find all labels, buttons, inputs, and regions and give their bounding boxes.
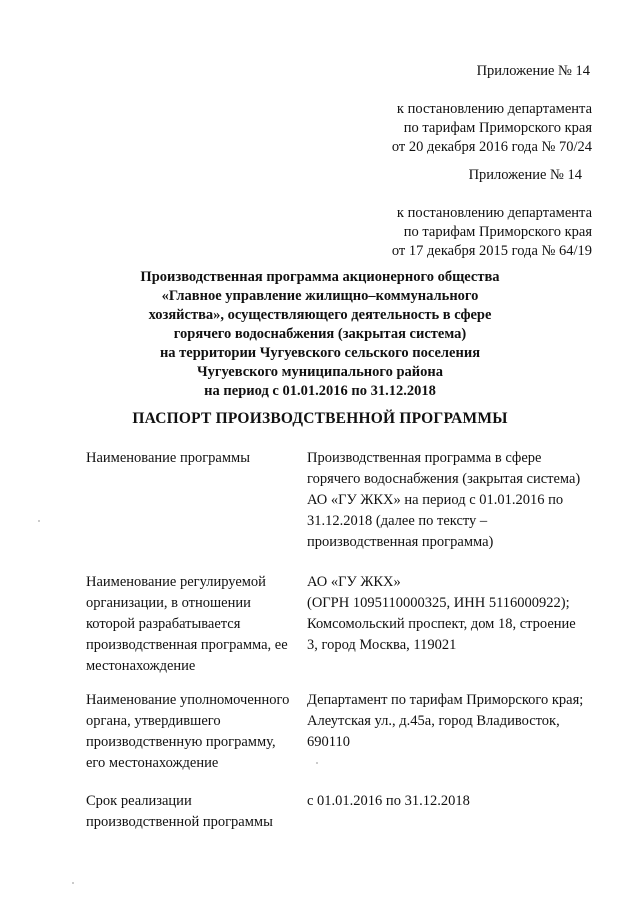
row-label bbox=[86, 448, 291, 469]
appendix-line: от 17 декабря 2015 года № 64/19 bbox=[391, 243, 592, 259]
value-line: Комсомольский проспект, дом 18, строение bbox=[307, 616, 576, 632]
label-line: производственная программа, ее bbox=[86, 637, 288, 653]
title-line: на период с 01.01.2016 по 31.12.2018 bbox=[204, 383, 436, 399]
label-line: производственную программу, bbox=[86, 734, 276, 750]
title-line: Производственная программа акционерного общества bbox=[140, 269, 500, 285]
row-label bbox=[86, 690, 291, 774]
value-line: АО «ГУ ЖКХ» на период с 01.01.2016 по bbox=[307, 492, 564, 508]
value-line: 690110 bbox=[307, 734, 350, 750]
value-line: Производственная программа в сфере bbox=[307, 450, 542, 466]
title-line: на территории Чугуевского сельского поселения bbox=[159, 345, 481, 361]
value-line: АО «ГУ ЖКХ» bbox=[307, 574, 401, 590]
value-line: Алеутская ул., д.45а, город Владивосток, bbox=[307, 713, 560, 729]
value-line: (ОГРН 1095110000325, ИНН 5116000922); bbox=[307, 595, 570, 611]
appendix-title: Приложение № 14 bbox=[476, 63, 590, 79]
scan-speck bbox=[38, 520, 40, 522]
row-value bbox=[307, 690, 607, 753]
passport-heading: ПАСПОРТ ПРОИЗВОДСТВЕННОЙ ПРОГРАММЫ bbox=[132, 410, 508, 427]
appendix-title: Приложение № 14 bbox=[468, 167, 582, 183]
scan-speck bbox=[72, 882, 74, 884]
row-label bbox=[86, 791, 291, 833]
title-line: «Главное управление жилищно–коммунального bbox=[161, 288, 479, 304]
row-value bbox=[307, 572, 607, 656]
appendix-line: по тарифам Приморского края bbox=[403, 224, 592, 240]
value-line: горячего водоснабжения (закрытая система) bbox=[307, 471, 581, 487]
label-line: организации, в отношении bbox=[86, 595, 251, 611]
label-line: местонахождение bbox=[86, 658, 196, 674]
appendix-line: к постановлению департамента bbox=[396, 205, 592, 221]
value-line: производственная программа) bbox=[307, 534, 494, 550]
label-line: Наименование программы bbox=[86, 450, 250, 466]
appendix-header-current bbox=[392, 62, 592, 157]
label-line: его местонахождение bbox=[86, 755, 219, 771]
value-line: с 01.01.2016 по 31.12.2018 bbox=[307, 793, 470, 809]
row-value bbox=[307, 448, 607, 553]
value-line: 3, город Москва, 119021 bbox=[307, 637, 457, 653]
appendix-line: по тарифам Приморского края bbox=[403, 120, 592, 136]
label-line: которой разрабатывается bbox=[86, 616, 241, 632]
document-title bbox=[110, 268, 530, 401]
label-line: органа, утвердившего bbox=[86, 713, 221, 729]
title-line: Чугуевского муниципального района bbox=[197, 364, 443, 380]
label-line: Наименование уполномоченного bbox=[86, 692, 290, 708]
label-line: Наименование регулируемой bbox=[86, 574, 266, 590]
appendix-header-previous bbox=[392, 166, 592, 261]
appendix-line: от 20 декабря 2016 года № 70/24 bbox=[391, 139, 592, 155]
title-line: горячего водоснабжения (закрытая система) bbox=[173, 326, 467, 342]
scan-speck bbox=[316, 762, 318, 764]
row-value bbox=[307, 791, 607, 812]
label-line: Срок реализации bbox=[86, 793, 192, 809]
title-line: хозяйства», осуществляющего деятельность в сфере bbox=[148, 307, 492, 323]
label-line: производственной программы bbox=[86, 814, 273, 830]
appendix-line: к постановлению департамента bbox=[396, 101, 592, 117]
value-line: Департамент по тарифам Приморского края; bbox=[307, 692, 584, 708]
row-label bbox=[86, 572, 291, 677]
value-line: 31.12.2018 (далее по тексту – bbox=[307, 513, 488, 529]
